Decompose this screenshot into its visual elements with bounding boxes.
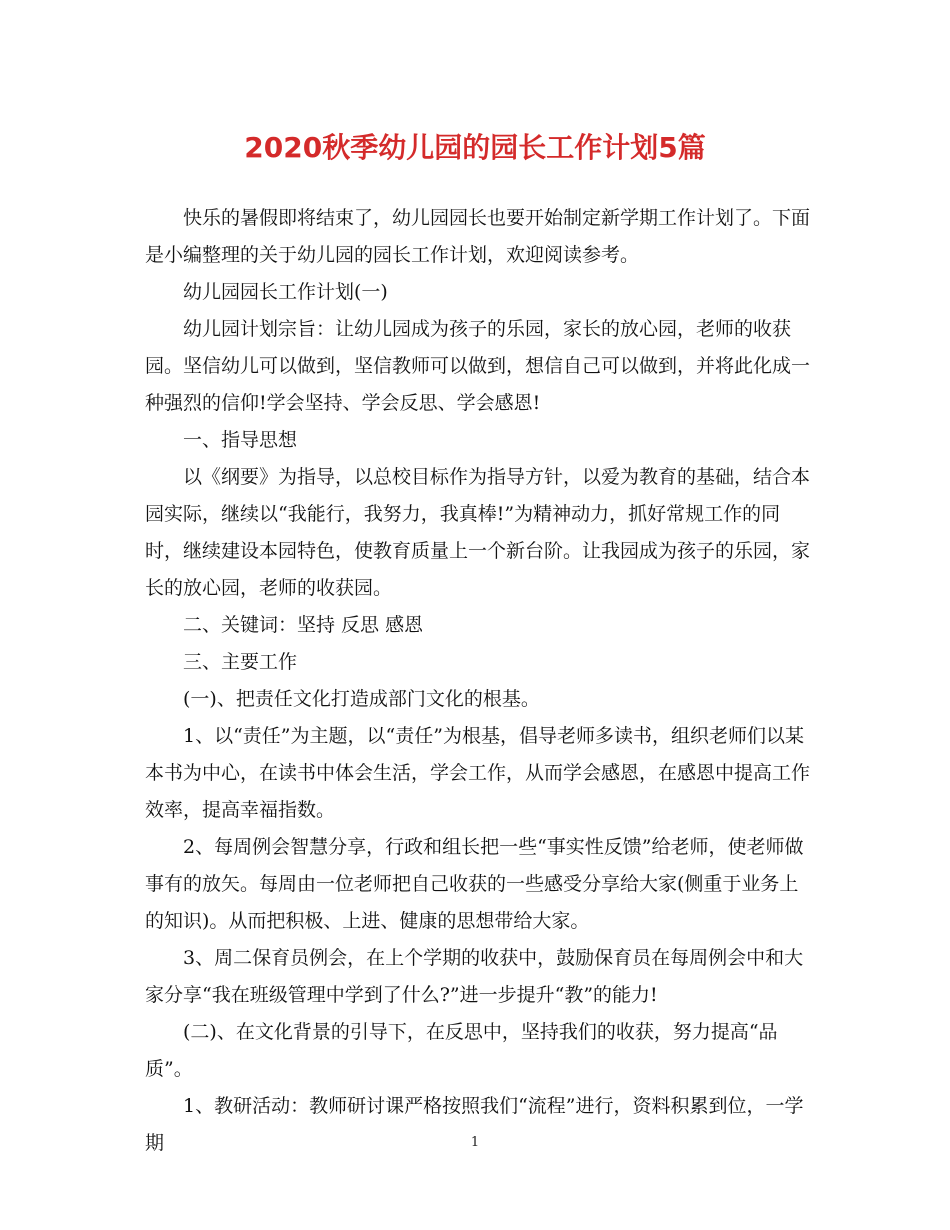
paragraph-intro: 快乐的暑假即将结束了，幼儿园园长也要开始制定新学期工作计划了。下面是小编整理的关于幼儿园的园长工作计划，欢迎阅读参考。 [145,207,811,266]
paragraph-section-2-heading: 二、关键词：坚持 反思 感恩 [183,614,424,636]
paragraph-research-item: 1、教研活动：教师研讨课严格按照我们“流程”进行，资料积累到位，一学期 [145,1095,804,1154]
paragraph-item-3: 3、周二保育员例会，在上个学期的收获中，鼓励保育员在每周例会中和大家分享“我在班级管理中学到了什么?”进一步提升“教”的能力! [145,947,804,1006]
paragraph-section-1-heading: 一、指导思想 [183,429,298,451]
paragraph-subsection-1-heading: (一)、把责任文化打造成部门文化的根基。 [183,688,540,710]
paragraph-purpose: 幼儿园计划宗旨：让幼儿园成为孩子的乐园，家长的放心园，老师的收获园。坚信幼儿可以做到，坚信教师可以做到，想信自己可以做到，并将此化成一种强烈的信仰!学会坚持、学会反思、学会感恩! [145,318,811,414]
paragraph-item-2: 2、每周例会智慧分享，行政和组长把一些“事实性反馈”给老师，使老师做事有的放矢。每周由一位老师把自己收获的一些感受分享给大家(侧重于业务上的知识)。从而把积极、上进、健康的思想带给大家。 [145,836,804,932]
page-number: 1 [470,1135,480,1150]
paragraph-plan-heading: 幼儿园园长工作计划(一) [183,281,388,303]
paragraph-subsection-2-heading: (二)、在文化背景的引导下，在反思中，坚持我们的收获，努力提高“品质”。 [145,1021,778,1080]
document-title: 2020秋季幼儿园的园长工作计划5篇 [244,131,706,164]
paragraph-guidance: 以《纲要》为指导，以总校目标作为指导方针，以爱为教育的基础，结合本园实际，继续以“我能行，我努力，我真棒!”为精神动力，抓好常规工作的同时，继续建设本园特色，使教育质量上一个新台阶。让我园成为孩子的乐园，家长的放心园，老师的收获园。 [145,466,811,599]
document-body [145,200,810,1162]
paragraph-item-1: 1、以“责任”为主题，以“责任”为根基，倡导老师多读书，组织老师们以某本书为中心，在读书中体会生活，学会工作，从而学会感恩，在感恩中提高工作效率，提高幸福指数。 [145,725,811,821]
paragraph-section-3-heading: 三、主要工作 [183,651,298,673]
